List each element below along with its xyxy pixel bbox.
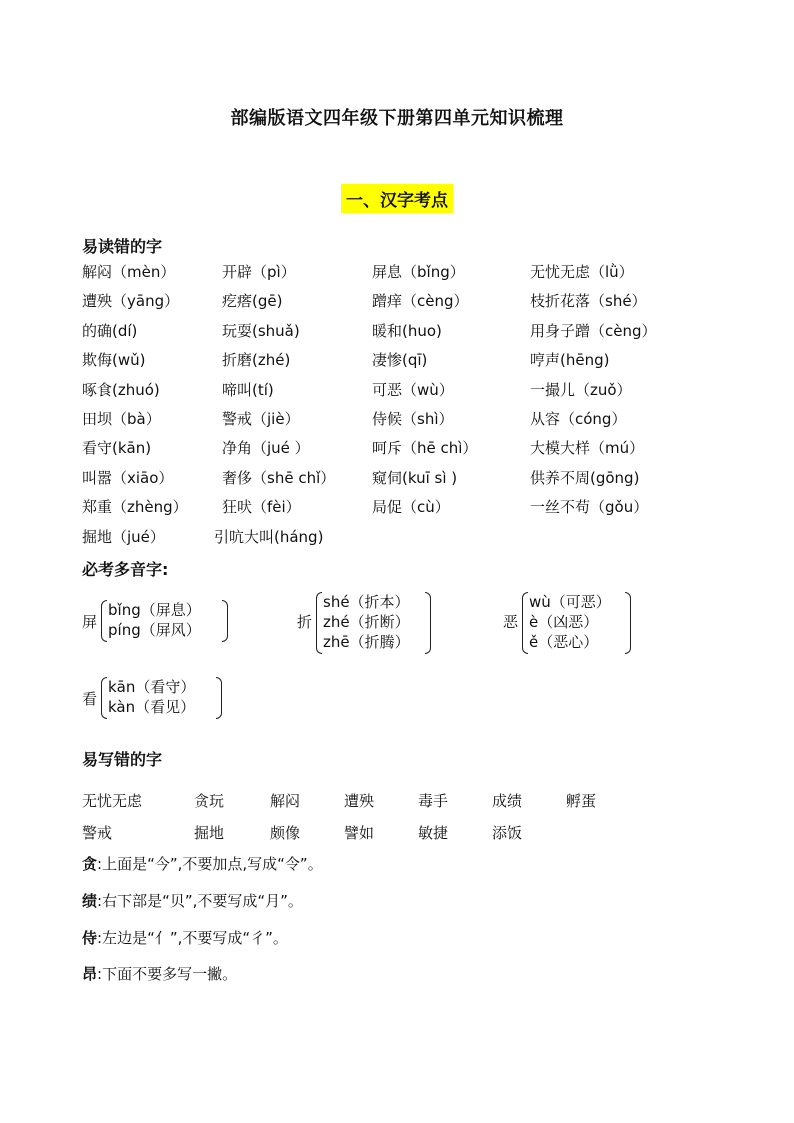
note-text: :下面不要多写一撇。 xyxy=(97,965,238,983)
word-cell: 局促（cù） xyxy=(372,498,450,517)
word-cell: 玩耍(shuǎ) xyxy=(222,321,300,340)
word-cell: 田坝（bà） xyxy=(82,409,161,428)
word-cell: 郑重（zhèng） xyxy=(82,498,188,517)
word-cell: 开辟（pì） xyxy=(222,263,296,281)
word-cell: 狂吠（fèi） xyxy=(222,498,301,517)
word-cell: 屏息（bǐng） xyxy=(372,263,465,281)
note-line xyxy=(82,927,288,948)
word-cell: 叫嚣（xiāo） xyxy=(82,468,174,487)
word: 贪玩 xyxy=(194,792,225,810)
left-brace-icon xyxy=(316,592,322,654)
word-cell: 一丝不苟（gǒu） xyxy=(530,498,649,517)
reading-line: kàn（看见） xyxy=(108,698,196,716)
word: 无忧无虑 xyxy=(82,792,143,810)
note-text: :右下部是“贝”,不要写成“月”。 xyxy=(97,892,303,910)
word-cell: 大模大样（mú） xyxy=(530,439,645,458)
word-cell: 啼叫(tí) xyxy=(222,380,274,399)
word-cell: 欺侮(wǔ) xyxy=(82,351,146,370)
word-cell: 解闷（mèn） xyxy=(82,263,176,281)
word-cell: 枝折花落（shé） xyxy=(530,292,647,311)
easy-read-heading: 易读错的字 xyxy=(82,237,163,256)
word: 遭殃 xyxy=(344,792,375,810)
word-cell: 奢侈（shē chǐ） xyxy=(222,468,336,487)
reading-line: shé（折本） xyxy=(323,593,410,611)
polyphone-item xyxy=(82,598,242,644)
polyphone-char: 看 xyxy=(82,690,98,708)
word: 添饭 xyxy=(492,824,523,842)
word: 掘地 xyxy=(194,824,225,842)
right-brace-icon xyxy=(425,592,431,654)
word-cell: 掘地（jué） xyxy=(82,527,165,546)
word-cell: 看守(kān) xyxy=(82,439,152,458)
polyphone-item xyxy=(503,590,643,656)
word-cell: 蹭痒（cèng） xyxy=(372,292,469,311)
word-cell: 侍候（shì） xyxy=(372,409,454,428)
word-cell: 用身子蹭（cèng） xyxy=(530,321,657,340)
polyphone-heading: 必考多音字: xyxy=(82,560,169,579)
word-cell: 的确(dí) xyxy=(82,321,138,340)
word-cell: 凄惨(qī) xyxy=(372,351,428,370)
note-key: 绩 xyxy=(82,892,98,910)
reading-line: píng（屏风） xyxy=(108,621,201,639)
reading-line: bǐng（屏息） xyxy=(108,601,201,619)
word-cell: 哼声(hēng) xyxy=(530,351,610,370)
word-cell: 遭殃（yāng） xyxy=(82,292,180,311)
word: 解闷 xyxy=(270,792,301,810)
polyphone-char: 折 xyxy=(297,613,313,631)
word-cell: 从容（cóng） xyxy=(530,409,627,428)
word-cell: 无忧无虑（lǜ） xyxy=(530,263,634,281)
word-cell: 疙瘩(gē) xyxy=(222,292,283,311)
note-line xyxy=(82,890,303,911)
reading-line: wù（可恶） xyxy=(529,593,611,611)
word-cell: 暖和(huo) xyxy=(372,321,442,340)
word-cell: 一撮儿（zuǒ） xyxy=(530,380,632,399)
word-cell: 啄食(zhuó) xyxy=(82,380,160,399)
polyphone-char: 恶 xyxy=(503,613,519,631)
reading-line: kān（看守） xyxy=(108,678,196,696)
note-key: 昂 xyxy=(82,965,98,983)
word-cell: 可恶（wù） xyxy=(372,380,454,399)
polyphone-item xyxy=(82,675,242,721)
word: 颇像 xyxy=(270,824,301,842)
reading-line: ě（恶心） xyxy=(529,633,599,651)
note-text: :上面是“今”,不要加点,写成“令”。 xyxy=(97,855,323,873)
left-brace-icon xyxy=(522,592,528,654)
page-title: 部编版语文四年级下册第四单元知识梳理 xyxy=(230,108,564,129)
word: 敏捷 xyxy=(418,824,449,842)
note-key: 贪 xyxy=(82,855,98,873)
reading-line: zhé（折断） xyxy=(323,613,410,631)
word-cell: 呵斥（hē chì） xyxy=(372,439,478,458)
left-brace-icon xyxy=(101,600,107,642)
word-cell: 净角（jué ） xyxy=(222,439,310,458)
word-cell: 窥伺(kuī sì ) xyxy=(372,468,458,487)
word: 警戒 xyxy=(82,824,113,842)
word: 成绩 xyxy=(492,792,523,810)
word: 孵蛋 xyxy=(566,792,597,810)
note-line xyxy=(82,963,237,984)
right-brace-icon xyxy=(222,600,228,642)
word-cell: 折磨(zhé) xyxy=(222,351,291,370)
left-brace-icon xyxy=(101,677,107,719)
reading-line: è（凶恶） xyxy=(529,613,599,631)
word: 譬如 xyxy=(344,824,375,842)
word-cell: 警戒（jiè） xyxy=(222,409,300,428)
right-brace-icon xyxy=(625,592,631,654)
section-heading xyxy=(0,184,794,213)
reading-line: zhē（折腾） xyxy=(323,633,410,651)
polyphone-item xyxy=(297,590,457,656)
note-line xyxy=(82,853,323,874)
note-text: :左边是“亻”,不要写成“彳”。 xyxy=(97,929,288,947)
right-brace-icon xyxy=(216,677,222,719)
word: 毒手 xyxy=(418,792,449,810)
note-key: 侍 xyxy=(82,929,98,947)
word-cell: 供养不周(gōng) xyxy=(530,468,640,487)
polyphone-char: 屏 xyxy=(82,613,98,631)
word-cell: 引吭大叫(háng) xyxy=(214,527,324,546)
easy-write-heading: 易写错的字 xyxy=(82,750,163,769)
section-heading-text: 一、汉字考点 xyxy=(341,184,453,213)
